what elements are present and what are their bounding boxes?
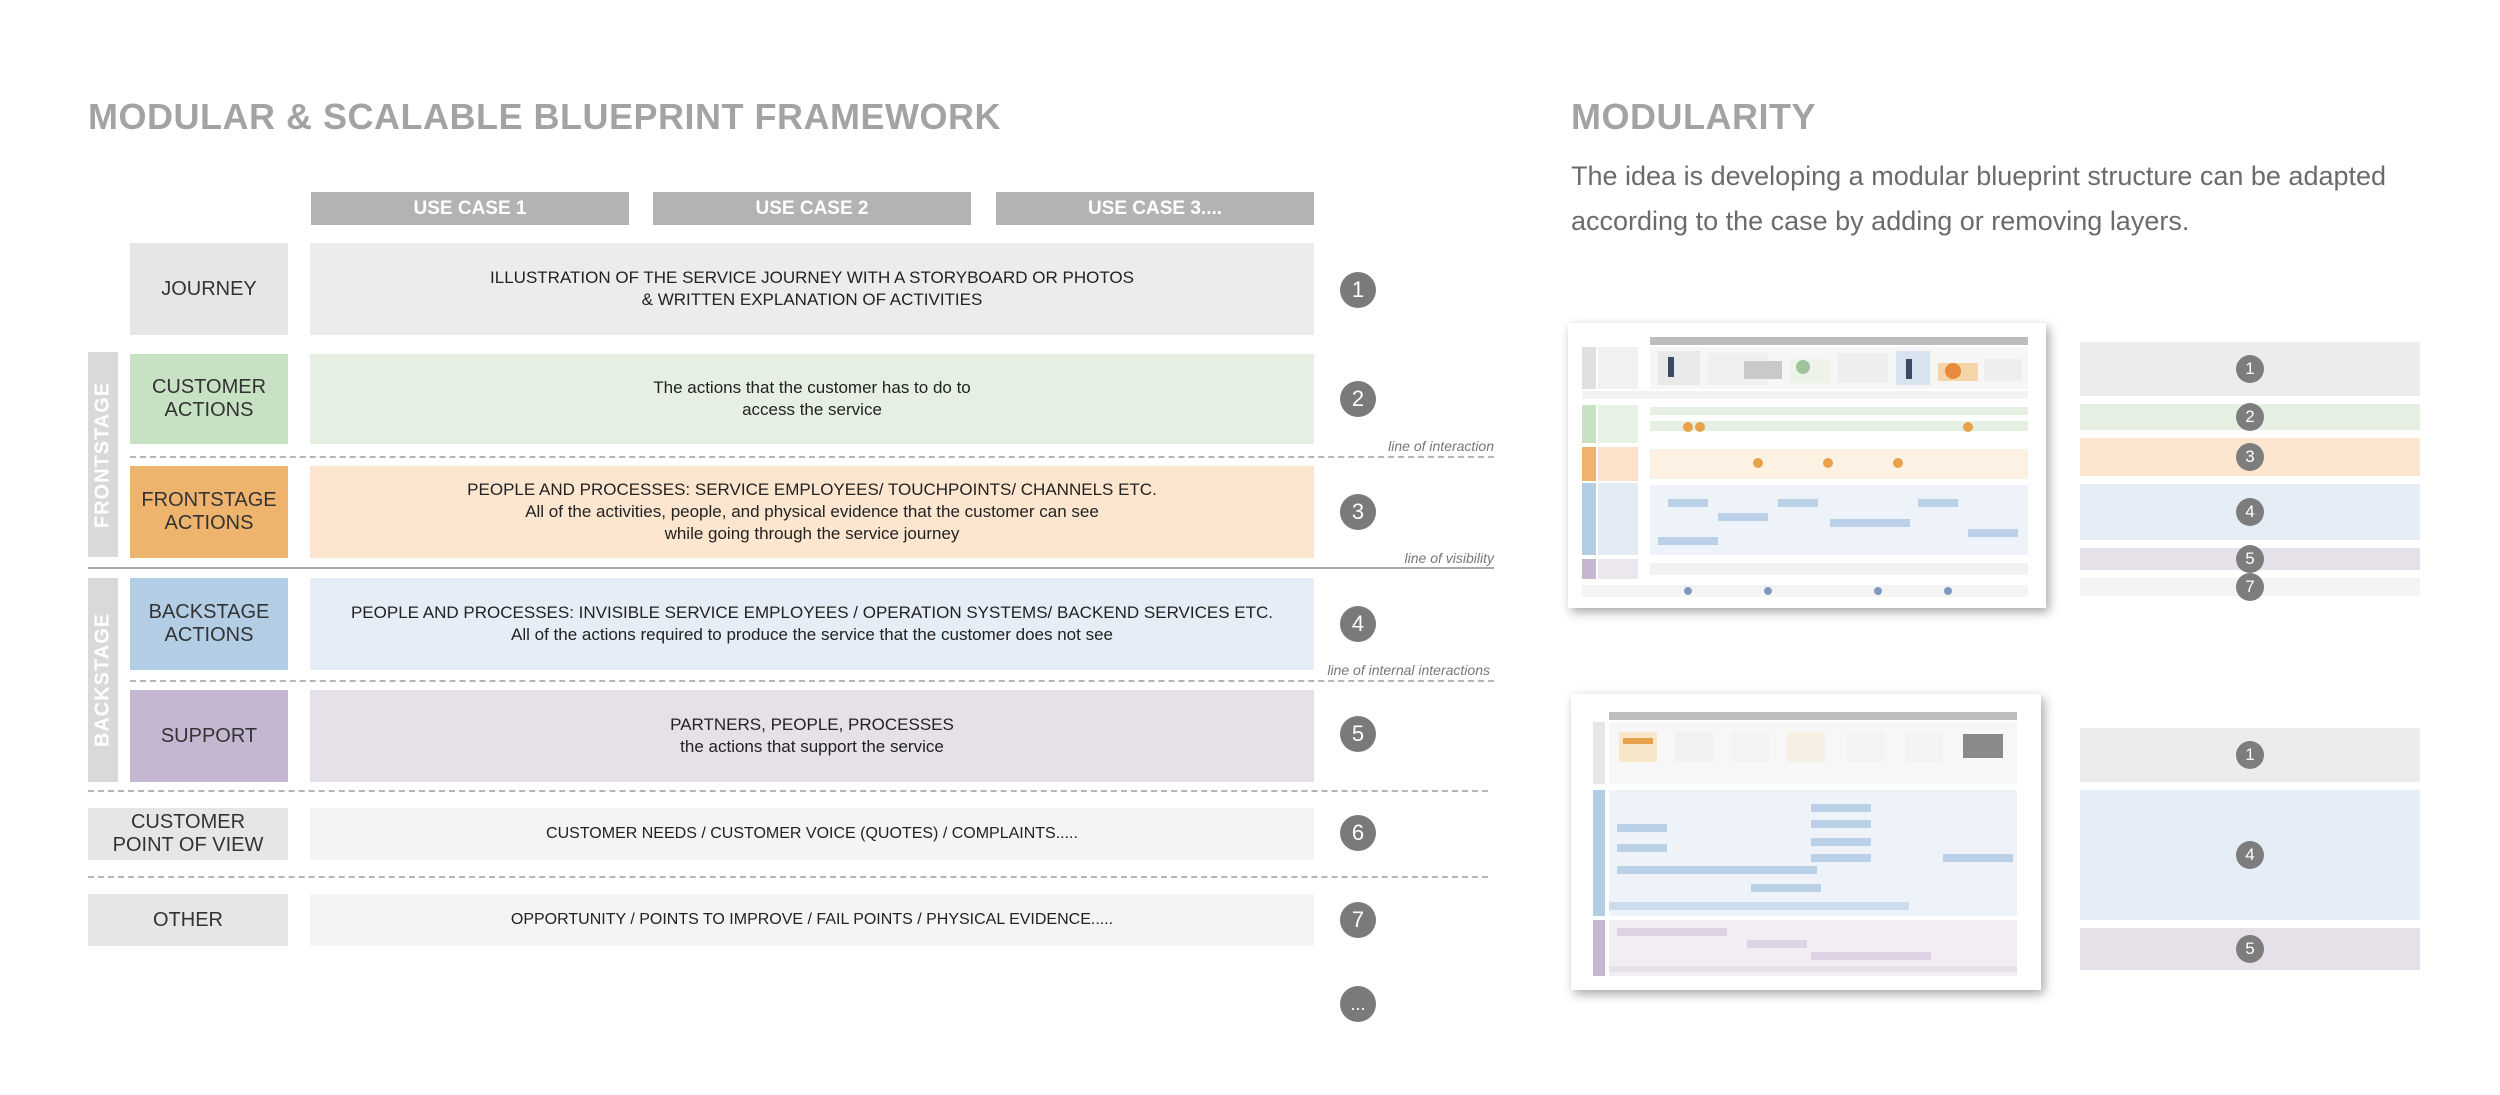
line-of-internal-interactions-label: line of internal interactions: [1327, 662, 1490, 678]
frontstage-group-label: FRONTSTAGE: [88, 352, 118, 557]
layer-strip-1-reduced: [2080, 728, 2420, 782]
row-band-customer-point-of-view: CUSTOMER NEEDS / CUSTOMER VOICE (QUOTES) / COMPLAINTS.....: [310, 808, 1314, 860]
layer-number: 4: [2236, 841, 2264, 869]
layer-number: 1: [2236, 741, 2264, 769]
layer-number: 4: [2236, 498, 2264, 526]
layer-strip-7: [2080, 578, 2420, 596]
row-label-other: OTHER: [88, 894, 288, 946]
row-label-backstage-actions: BACKSTAGE ACTIONS: [130, 578, 288, 670]
row-number-1: 1: [1340, 272, 1376, 308]
row-number-2: 2: [1340, 381, 1376, 417]
use-case-3-header: USE CASE 3....: [996, 192, 1314, 225]
row-number-5: 5: [1340, 716, 1376, 752]
row-number-3: 3: [1340, 494, 1376, 530]
layer-strip-4: [2080, 484, 2420, 540]
use-case-1-header: USE CASE 1: [311, 192, 629, 225]
blueprint-thumbnail-reduced: [1571, 694, 2041, 990]
row-label-support: SUPPORT: [130, 690, 288, 782]
layer-number: 2: [2236, 403, 2264, 431]
layer-strip-4-reduced: [2080, 790, 2420, 920]
line-of-interaction: [130, 456, 1494, 458]
row-band-customer-actions: The actions that the customer has to do to access the service: [310, 354, 1314, 444]
modularity-description: The idea is developing a modular blueprint structure can be adapted according to the case by adding or removing layers.: [1571, 161, 2387, 236]
line-of-internal-interactions: [130, 680, 1494, 682]
row-band-backstage-actions: PEOPLE AND PROCESSES: INVISIBLE SERVICE EMPLOYEES / OPERATION SYSTEMS/ BACKEND SERVICES ETC. All of the actions required to produce the service that the customer does not see: [310, 578, 1314, 670]
blueprint-thumbnail-full-graphic: [1568, 323, 2046, 608]
row-band-frontstage-actions: PEOPLE AND PROCESSES: SERVICE EMPLOYEES/ TOUCHPOINTS/ CHANNELS ETC. All of the activities, people, and physical evidence that the customer can see while going through the service journey: [310, 466, 1314, 558]
separator-customer-point-of-view: [88, 876, 1488, 878]
layer-number: 5: [2236, 545, 2264, 573]
layer-number: 5: [2236, 935, 2264, 963]
row-number-7: 7: [1340, 902, 1376, 938]
row-band-journey: ILLUSTRATION OF THE SERVICE JOURNEY WITH A STORYBOARD OR PHOTOS & WRITTEN EXPLANATION OF ACTIVITIES: [310, 243, 1314, 335]
more-rows-marker: ...: [1340, 986, 1376, 1022]
layer-strip-2: [2080, 404, 2420, 430]
layer-strip-5: [2080, 548, 2420, 570]
layer-strip-3: [2080, 438, 2420, 476]
row-band-other: OPPORTUNITY / POINTS TO IMPROVE / FAIL POINTS / PHYSICAL EVIDENCE.....: [310, 894, 1314, 946]
row-label-frontstage-actions: FRONTSTAGE ACTIONS: [130, 466, 288, 558]
row-label-customer-point-of-view: CUSTOMER POINT OF VIEW: [88, 808, 288, 860]
row-number-6: 6: [1340, 815, 1376, 851]
layer-strip-1: [2080, 342, 2420, 396]
separator-support: [88, 790, 1488, 792]
line-of-visibility-label: line of visibility: [1404, 550, 1494, 566]
row-label-customer-actions: CUSTOMER ACTIONS: [130, 354, 288, 444]
layer-strip-5-reduced: [2080, 928, 2420, 970]
line-of-interaction-label: line of interaction: [1388, 438, 1494, 454]
framework-title: MODULAR & SCALABLE BLUEPRINT FRAMEWORK: [88, 96, 1001, 137]
layer-number: 3: [2236, 443, 2264, 471]
line-of-visibility: [88, 567, 1494, 569]
layer-number: 1: [2236, 355, 2264, 383]
blueprint-thumbnail-full: [1568, 323, 2046, 608]
row-number-4: 4: [1340, 606, 1376, 642]
row-label-journey: JOURNEY: [130, 243, 288, 335]
use-case-2-header: USE CASE 2: [653, 192, 971, 225]
row-band-support: PARTNERS, PEOPLE, PROCESSES the actions that support the service: [310, 690, 1314, 782]
blueprint-thumbnail-reduced-graphic: [1571, 694, 2041, 990]
backstage-group-label: BACKSTAGE: [88, 578, 118, 782]
layer-number: 7: [2236, 573, 2264, 601]
modularity-title: MODULARITY: [1571, 96, 1816, 137]
